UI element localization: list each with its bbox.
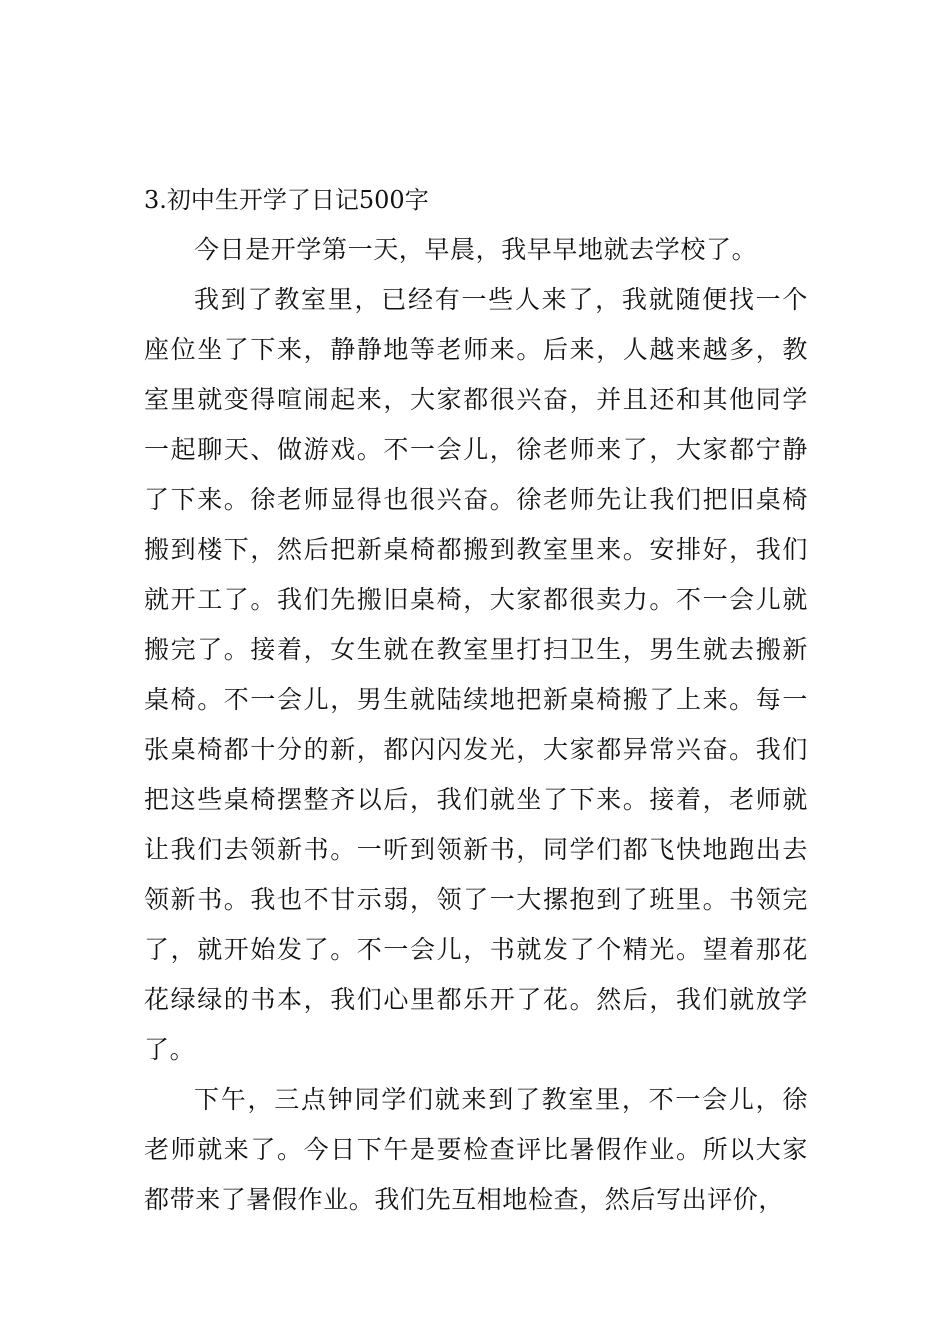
document-title: 3.初中生开学了日记500字 xyxy=(144,186,429,214)
paragraph-2: 我到了教室里，已经有一些人来了，我就随便找一个座位坐了下来，静静地等老师来。后来，人越来越多，教室里就变得喧闹起来，大家都很兴奋，并且还和其他同学一起聊天、做游戏。不一会儿，徐老师来了，大家都宁静了下来。徐老师显得也很兴奋。徐老师先让我们把旧桌椅搬到楼下，然后把新桌椅都搬到教室里来。安排好，我们就开工了。我们先搬旧桌椅，大家都很卖力。不一会儿就搬完了。接着，女生就在教室里打扫卫生，男生就去搬新桌椅。不一会儿，男生就陆续地把新桌椅搬了上来。每一张桌椅都十分的新，都闪闪发光，大家都异常兴奋。我们把这些桌椅摆整齐以后，我们就坐了下来。接着，老师就让我们去领新书。一听到领新书，同学们都飞快地跑出去领新书。我也不甘示弱，领了一大摞抱到了班里。书领完了，就开始发了。不一会儿，书就发了个精光。望着那花花绿绿的书本，我们心里都乐开了花。然后，我们就放学了。 xyxy=(144,285,808,1064)
paragraph-3: 下午，三点钟同学们就来到了教室里，不一会儿，徐老师就来了。今日下午是要检查评比暑假作业。所以大家都带来了暑假作业。我们先互相地检查，然后写出评价， xyxy=(144,1085,808,1214)
paragraph-1: 今日是开学第一天，早晨，我早早地就去学校了。 xyxy=(194,235,758,264)
document-body xyxy=(144,175,808,1225)
